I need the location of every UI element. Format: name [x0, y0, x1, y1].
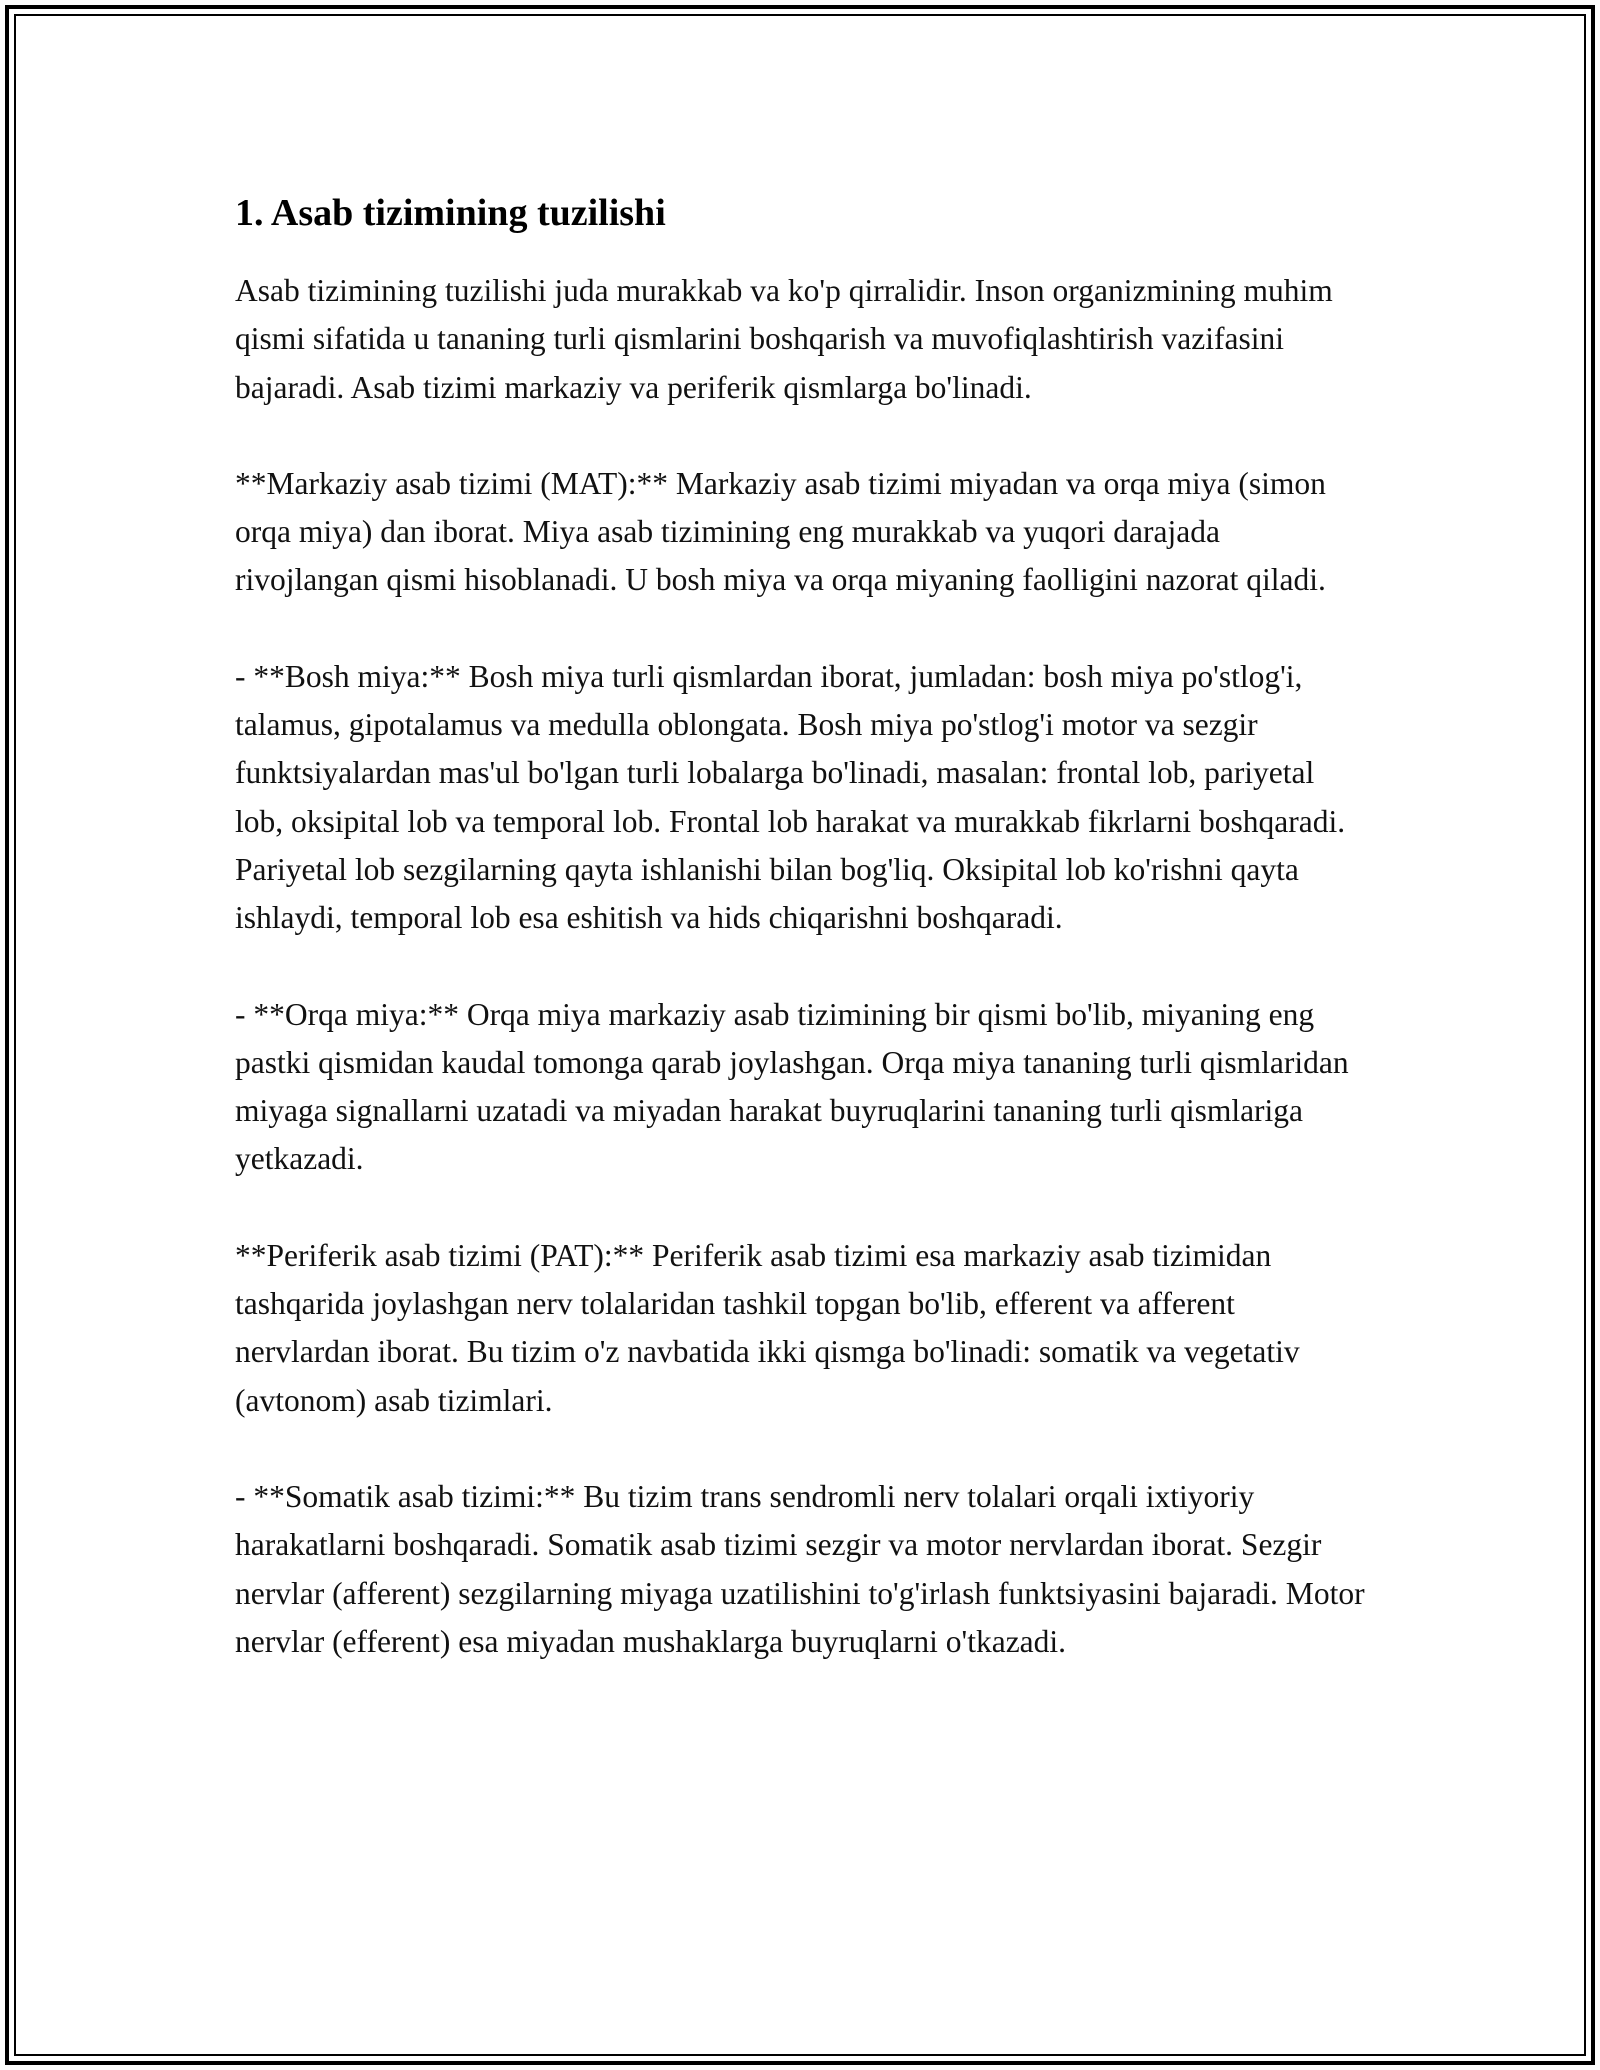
paragraph-spinal-cord: - **Orqa miya:** Orqa miya markaziy asab tizimining bir qismi bo'lib, miyaning eng pastki qismidan kaudal tomonga qarab joylashgan. Orqa miya tananing turli qismlaridan miyaga signallarni uzatadi va miyadan harakat buyruqlarini tananing turli qismlariga yetkazadi. [235, 996, 1349, 1177]
paragraph-intro: Asab tizimining tuzilishi juda murakkab va ko'p qirralidir. Inson organizmining muhim qismi sifatida u tananing turli qismlarini boshqarish va muvofiqlashtirish vazifasini bajaradi. Asab tizimi markaziy va periferik qismlarga bo'linadi. [235, 273, 1333, 405]
paragraph-brain: - **Bosh miya:** Bosh miya turli qismlardan iborat, jumladan: bosh miya po'stlog'i, talamus, gipotalamus va medulla oblongata. Bosh miya po'stlog'i motor va sezgir funktsiyalardan mas'ul bo'lgan turli lobalarga bo'linadi, masalan: frontal lob, pariyetal lob, oksipital lob va temporal lob. Frontal lob harakat va murakkab fikrlarni boshqaradi. Pariyetal lob sezgilarning qayta ishlanishi bilan bog'liq. Oksipital lob ko'rishni qayta ishlaydi, temporal lob esa eshitish va hids chiqarishni boshqaradi. [235, 658, 1346, 936]
paragraph-somatic-nervous-system: - **Somatik asab tizimi:** Bu tizim trans sendromli nerv tolalari orqali ixtiyoriy harakatlarni boshqaradi. Somatik asab tizimi sezgir va motor nervlardan iborat. Sezgir nervlar (afferent) sezgilarning miyaga uzatilishini to'g'irlash funktsiyasini bajaradi. Motor nervlar (efferent) esa miyadan mushaklarga buyruqlarni o'tkazadi. [235, 1478, 1365, 1659]
document-body [235, 185, 1365, 1714]
paragraph-peripheral-nervous-system: **Periferik asab tizimi (PAT):** Periferik asab tizimi esa markaziy asab tizimidan tashqarida joylashgan nerv tolalaridan tashkil topgan bo'lib, efferent va afferent nervlardan iborat. Bu tizim o'z navbatida ikki qismga bo'linadi: somatik va vegetativ (avtonom) asab tizimlari. [235, 1237, 1300, 1418]
section-heading: 1. Asab tizimining tuzilishi [235, 192, 666, 234]
paragraph-central-nervous-system: **Markaziy asab tizimi (MAT):** Markaziy asab tizimi miyadan va orqa miya (simon orqa miya) dan iborat. Miya asab tizimining eng murakkab va yuqori darajada rivojlangan qismi hisoblanadi. U bosh miya va orqa miyaning faolligini nazorat qiladi. [235, 465, 1326, 598]
